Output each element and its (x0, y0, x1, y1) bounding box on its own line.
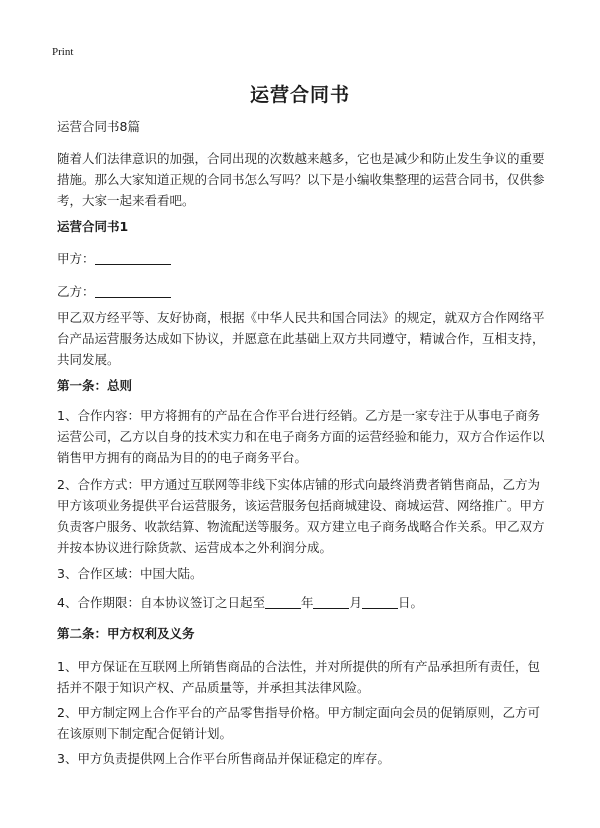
intro-paragraph: 随着人们法律意识的加强，合同出现的次数越来越多，它也是减少和防止发生争议的重要措施。那么大家知道正规的合同书怎么写吗？以下是小编收集整理的运营合同书，仅供参考，大家一起来看看吧。 (57, 151, 545, 208)
party-b-blank (95, 283, 171, 298)
year-blank (265, 594, 301, 609)
article2-clause-2: 2、甲方制定网上合作平台的产品零售指导价格。甲方制定面向会员的促销原则，乙方可在该原则下制定配合促销计划。 (57, 705, 540, 741)
article2-clause-3: 3、甲方负责提供网上合作平台所售商品并保证稳定的库存。 (57, 751, 390, 766)
month-label: 月 (349, 595, 362, 610)
day-label: 日。 (398, 595, 424, 610)
article1-clause-2: 2、合作方式：甲方通过互联网等非线下实体店铺的形式向最终消费者销售商品，乙方为甲方该项业务提供平台运营服务，该运营服务包括商城建设、商城运营、网络推广。甲方负责客户服务、收款结算、物流配送等服务。双方建立电子商务战略合作关系。甲乙双方并按本协议进行除货款、运营成本之外利润分成。 (57, 477, 545, 555)
print-label[interactable]: Print (52, 46, 74, 58)
article1-clause-3: 3、合作区域：中国大陆。 (57, 566, 203, 581)
document-title: 运营合同书 (249, 84, 350, 106)
party-a-line (57, 248, 547, 269)
party-a-blank (95, 250, 171, 265)
article2-clause-1: 1、甲方保证在互联网上所销售商品的合法性，并对所提供的所有产品承担所有责任，包括并不限于知识产权、产品质量等，并承担其法律风险。 (57, 659, 540, 695)
article1-clause-4 (57, 592, 547, 613)
party-a-label: 甲方： (57, 251, 95, 266)
document-subtitle: 运营合同书8篇 (57, 119, 140, 134)
article1-title: 第一条：总则 (57, 378, 133, 393)
term-prefix: 4、合作期限：自本协议签订之日起至 (57, 595, 265, 610)
article2-title: 第二条：甲方权利及义务 (57, 626, 195, 641)
month-blank (313, 594, 349, 609)
preamble-paragraph: 甲乙双方经平等、友好协商，根据《中华人民共和国合同法》的规定，就双方合作网络平台产品运营服务达成如下协议，并愿意在此基础上双方共同遵守，精诚合作，互相支持，共同发展。 (57, 310, 545, 367)
article1-clause-1: 1、合作内容：甲方将拥有的产品在合作平台进行经销。乙方是一家专注于从事电子商务运营公司，乙方以自身的技术实力和在电子商务方面的运营经验和能力，双方合作运作以销售甲方拥有的商品为目的的电子商务平台。 (57, 408, 545, 465)
party-b-label: 乙方： (57, 284, 95, 299)
section-title: 运营合同书1 (57, 219, 129, 234)
day-blank (362, 594, 398, 609)
year-label: 年 (300, 595, 314, 610)
party-b-line (57, 281, 547, 302)
